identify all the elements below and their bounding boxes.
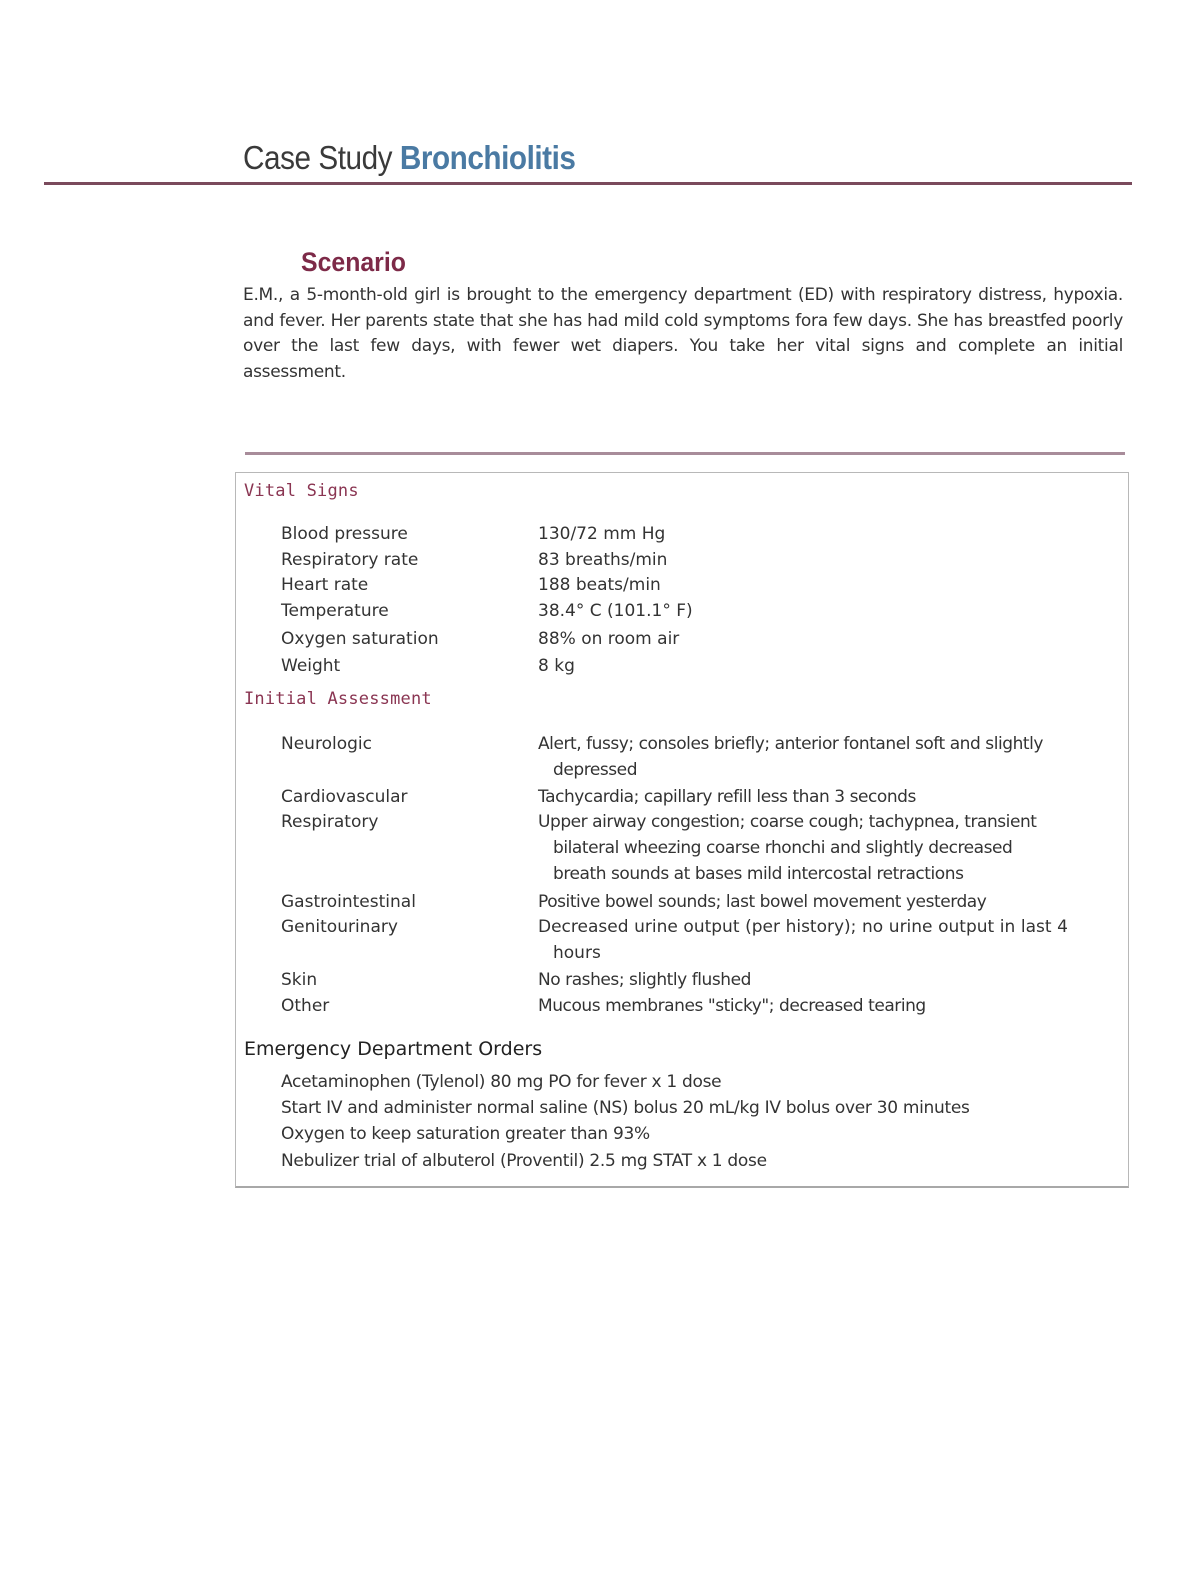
vital-sign-value: 83 breaths/min bbox=[538, 550, 668, 570]
assessment-label: Genitourinary bbox=[281, 917, 398, 937]
assessment-value: Upper airway congestion; coarse cough; tachypnea, transient bilateral wheezing coarse rhonchi and slightly decreased breath sounds at bases mild intercostal retractions bbox=[538, 812, 1037, 884]
order-item: Start IV and administer normal saline (NS) bolus 20 mL/kg IV bolus over 30 minutes bbox=[281, 1098, 970, 1118]
scenario-text: E.M., a 5-month-old girl is brought to the emergency department (ED) with respiratory distress, hypoxia. and fever. Her parents state that she has had mild cold symptoms fora few days. She has breastfed poorly over the last few days, with fewer wet diapers. You take her vital signs and complete an initial assessment. bbox=[243, 285, 1123, 382]
vital-sign-value: 88% on room air bbox=[538, 629, 680, 649]
vital-sign-label: Respiratory rate bbox=[281, 550, 419, 570]
assessment-value: Mucous membranes "sticky"; decreased tearing bbox=[538, 996, 926, 1016]
ed-orders-heading: Emergency Department Orders bbox=[244, 1038, 543, 1060]
assessment-value: No rashes; slightly flushed bbox=[538, 970, 751, 990]
document-title bbox=[243, 136, 576, 180]
vital-sign-label: Heart rate bbox=[281, 575, 369, 595]
vital-sign-value: 38.4° C (101.1° F) bbox=[538, 601, 693, 621]
order-item: Oxygen to keep saturation greater than 93% bbox=[281, 1124, 650, 1144]
scenario-heading: Scenario bbox=[301, 247, 406, 277]
initial-assessment-heading: Initial Assessment bbox=[244, 689, 432, 709]
assessment-label: Cardiovascular bbox=[281, 787, 408, 807]
section-divider bbox=[245, 452, 1125, 455]
patient-data-card bbox=[235, 472, 1129, 1188]
vital-signs-heading: Vital Signs bbox=[244, 481, 359, 501]
vital-sign-label: Blood pressure bbox=[281, 524, 408, 544]
order-item: Acetaminophen (Tylenol) 80 mg PO for fever x 1 dose bbox=[281, 1072, 722, 1092]
vital-sign-value: 188 beats/min bbox=[538, 575, 661, 595]
assessment-label: Respiratory bbox=[281, 812, 379, 832]
vital-sign-value: 8 kg bbox=[538, 656, 575, 676]
assessment-label: Neurologic bbox=[281, 734, 372, 754]
vital-sign-label: Oxygen saturation bbox=[281, 629, 439, 649]
assessment-value: Tachycardia; capillary refill less than 3 seconds bbox=[538, 787, 916, 807]
assessment-value: Alert, fussy; consoles briefly; anterior fontanel soft and slightly depressed bbox=[538, 734, 1044, 780]
assessment-label: Skin bbox=[281, 970, 318, 990]
assessment-value: Positive bowel sounds; last bowel movement yesterday bbox=[538, 892, 987, 912]
assessment-value: Decreased urine output (per history); no urine output in last 4 hours bbox=[538, 917, 1068, 963]
vital-sign-label: Temperature bbox=[281, 601, 389, 621]
title-prefix: Case Study bbox=[243, 139, 393, 176]
title-divider bbox=[44, 182, 1132, 185]
vital-sign-label: Weight bbox=[281, 656, 341, 676]
assessment-label: Gastrointestinal bbox=[281, 892, 416, 912]
order-item: Nebulizer trial of albuterol (Proventil) 2.5 mg STAT x 1 dose bbox=[281, 1151, 767, 1171]
vital-sign-value: 130/72 mm Hg bbox=[538, 524, 666, 544]
title-topic: Bronchiolitis bbox=[399, 139, 576, 176]
assessment-label: Other bbox=[281, 996, 330, 1016]
